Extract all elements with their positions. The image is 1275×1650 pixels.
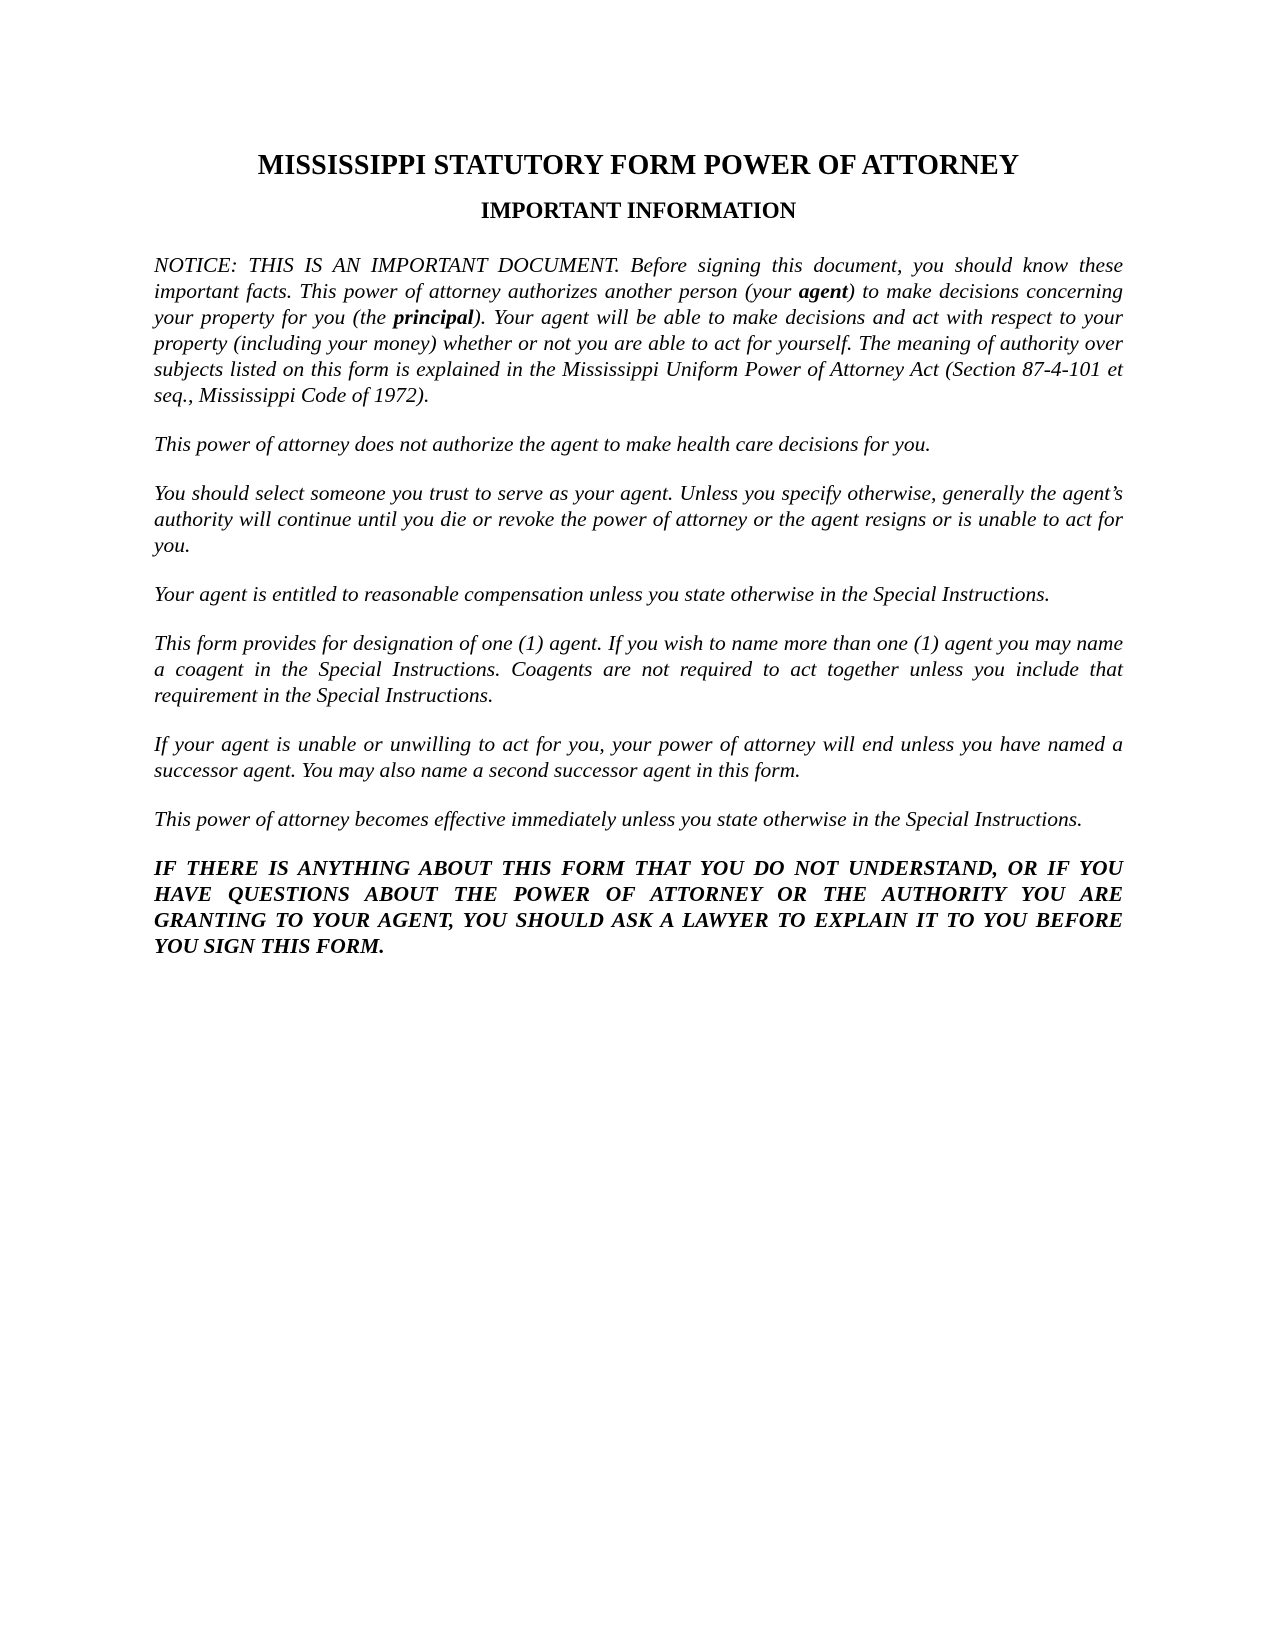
paragraph-successor: If your agent is unable or unwilling to act for you, your power of attorney will end unless you have named a successor agent. You may also name a second successor agent in this form. (154, 732, 1123, 782)
notice-paragraph (154, 252, 1123, 408)
paragraph-designation: This form provides for designation of one (1) agent. If you wish to name more than one (1) agent you may name a coagent in the Special Instructions. Coagents are not required to act together unless you include that requirement in the Special Instructions. (154, 631, 1123, 707)
document-body (154, 252, 1123, 959)
text-segment: NOTICE: THIS IS AN IMPORTANT DOCUMENT. Before signing this document, you should know these important facts. This power of attorney authorizes another person (your (154, 253, 1123, 303)
document-subtitle: IMPORTANT INFORMATION (480, 198, 797, 223)
paragraph-compensation: Your agent is entitled to reasonable compensation unless you state otherwise in the Special Instructions. (154, 582, 1050, 606)
text-segment: ) to make decisions concerning your property for you (the (154, 279, 1123, 329)
paragraph-health-care: This power of attorney does not authorize the agent to make health care decisions for you. (154, 432, 931, 456)
paragraph-agent-selection: You should select someone you trust to serve as your agent. Unless you specify otherwise, generally the agent’s authority will continue until you die or revoke the power of attorney or the agent resigns or is unable to act for you. (154, 481, 1123, 557)
paragraph-effectiveness: This power of attorney becomes effective immediately unless you state otherwise in the Special Instructions. (154, 807, 1083, 831)
bold-term-principal: principal (393, 305, 474, 329)
bold-term-agent: agent (798, 279, 848, 303)
text-segment: ). Your agent will be able to make decisions and act with respect to your property (including your money) whether or not you are able to act for yourself. The meaning of authority over subjects listed on this form is explained in the Mississippi Uniform Power of Attorney Act (Section 87-4-101 et seq., Mississippi Code of 1972). (154, 305, 1124, 407)
paragraph-warning: IF THERE IS ANYTHING ABOUT THIS FORM THAT YOU DO NOT UNDERSTAND, OR IF YOU HAVE QUESTIONS ABOUT THE POWER OF ATTORNEY OR THE AUTHORITY YOU ARE GRANTING TO YOUR AGENT, YOU SHOULD ASK A LAWYER TO EXPLAIN IT TO YOU BEFORE YOU SIGN THIS FORM. (154, 856, 1123, 958)
document-title: MISSISSIPPI STATUTORY FORM POWER OF ATTORNEY (257, 150, 1020, 181)
